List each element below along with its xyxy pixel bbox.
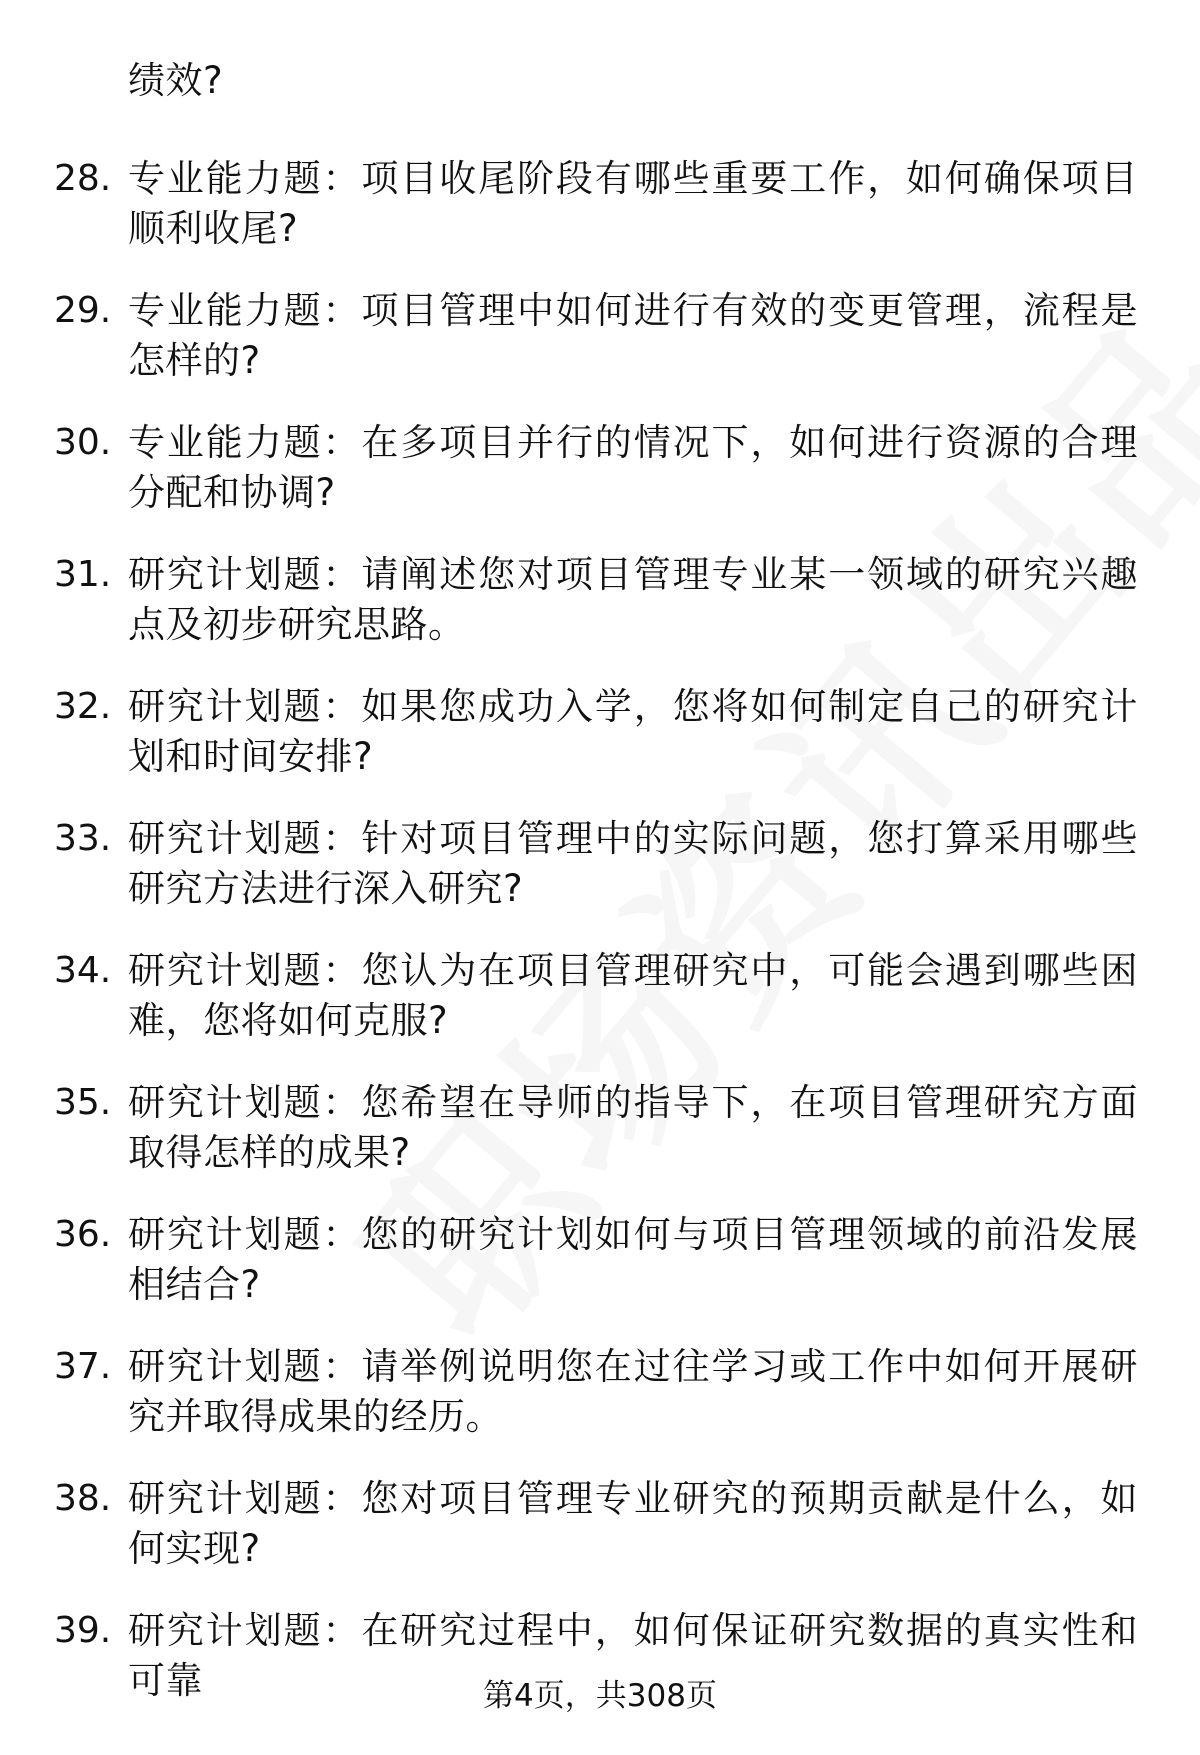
question-item-28 (0, 154, 1200, 286)
question-list (0, 154, 1200, 1738)
question-text: 研究计划题：请阐述您对项目管理专业某一领域的研究兴趣点及初步研究思路。 (128, 553, 1138, 646)
question-number: 33. (54, 818, 112, 859)
question-text: 研究计划题：您认为在项目管理研究中，可能会遇到哪些困难，您将如何克服? (128, 949, 1138, 1042)
question-number: 36. (54, 1214, 112, 1255)
question-number: 34. (54, 950, 112, 991)
question-text: 专业能力题：项目收尾阶段有哪些重要工作，如何确保项目顺利收尾? (128, 157, 1138, 250)
question-item-33 (0, 814, 1200, 946)
question-number: 35. (54, 1082, 112, 1123)
question-item-34 (0, 946, 1200, 1078)
question-text: 研究计划题：针对项目管理中的实际问题，您打算采用哪些研究方法进行深入研究? (128, 817, 1138, 910)
question-item-32 (0, 682, 1200, 814)
question-text: 研究计划题：您对项目管理专业研究的预期贡献是什么，如何实现? (128, 1477, 1138, 1570)
question-item-35 (0, 1078, 1200, 1210)
continued-question-text: 绩效? (128, 59, 224, 102)
question-item-36 (0, 1210, 1200, 1342)
question-item-39 (0, 1606, 1200, 1738)
question-number: 28. (54, 158, 112, 199)
question-number: 39. (54, 1610, 112, 1651)
question-item-37 (0, 1342, 1200, 1474)
question-text: 研究计划题：如果您成功入学，您将如何制定自己的研究计划和时间安排? (128, 685, 1138, 778)
question-number: 32. (54, 686, 112, 727)
question-item-29 (0, 286, 1200, 418)
question-text: 研究计划题：您的研究计划如何与项目管理领域的前沿发展相结合? (128, 1213, 1138, 1306)
question-number: 30. (54, 422, 112, 463)
question-number: 37. (54, 1346, 112, 1387)
question-item-30 (0, 418, 1200, 550)
question-number: 31. (54, 554, 112, 595)
question-item-31 (0, 550, 1200, 682)
question-number: 38. (54, 1478, 112, 1519)
question-text: 研究计划题：在研究过程中，如何保证研究数据的真实性和可靠 (128, 1609, 1138, 1702)
question-text: 研究计划题：您希望在导师的指导下，在项目管理研究方面取得怎样的成果? (128, 1081, 1138, 1174)
question-text: 专业能力题：在多项目并行的情况下，如何进行资源的合理分配和协调? (128, 421, 1138, 514)
question-text: 专业能力题：项目管理中如何进行有效的变更管理，流程是怎样的? (128, 289, 1138, 382)
question-item-38 (0, 1474, 1200, 1606)
question-number: 29. (54, 290, 112, 331)
question-text: 研究计划题：请举例说明您在过往学习或工作中如何开展研究并取得成果的经历。 (128, 1345, 1138, 1438)
page-number-footer: 第4页，共308页 (483, 1678, 717, 1714)
